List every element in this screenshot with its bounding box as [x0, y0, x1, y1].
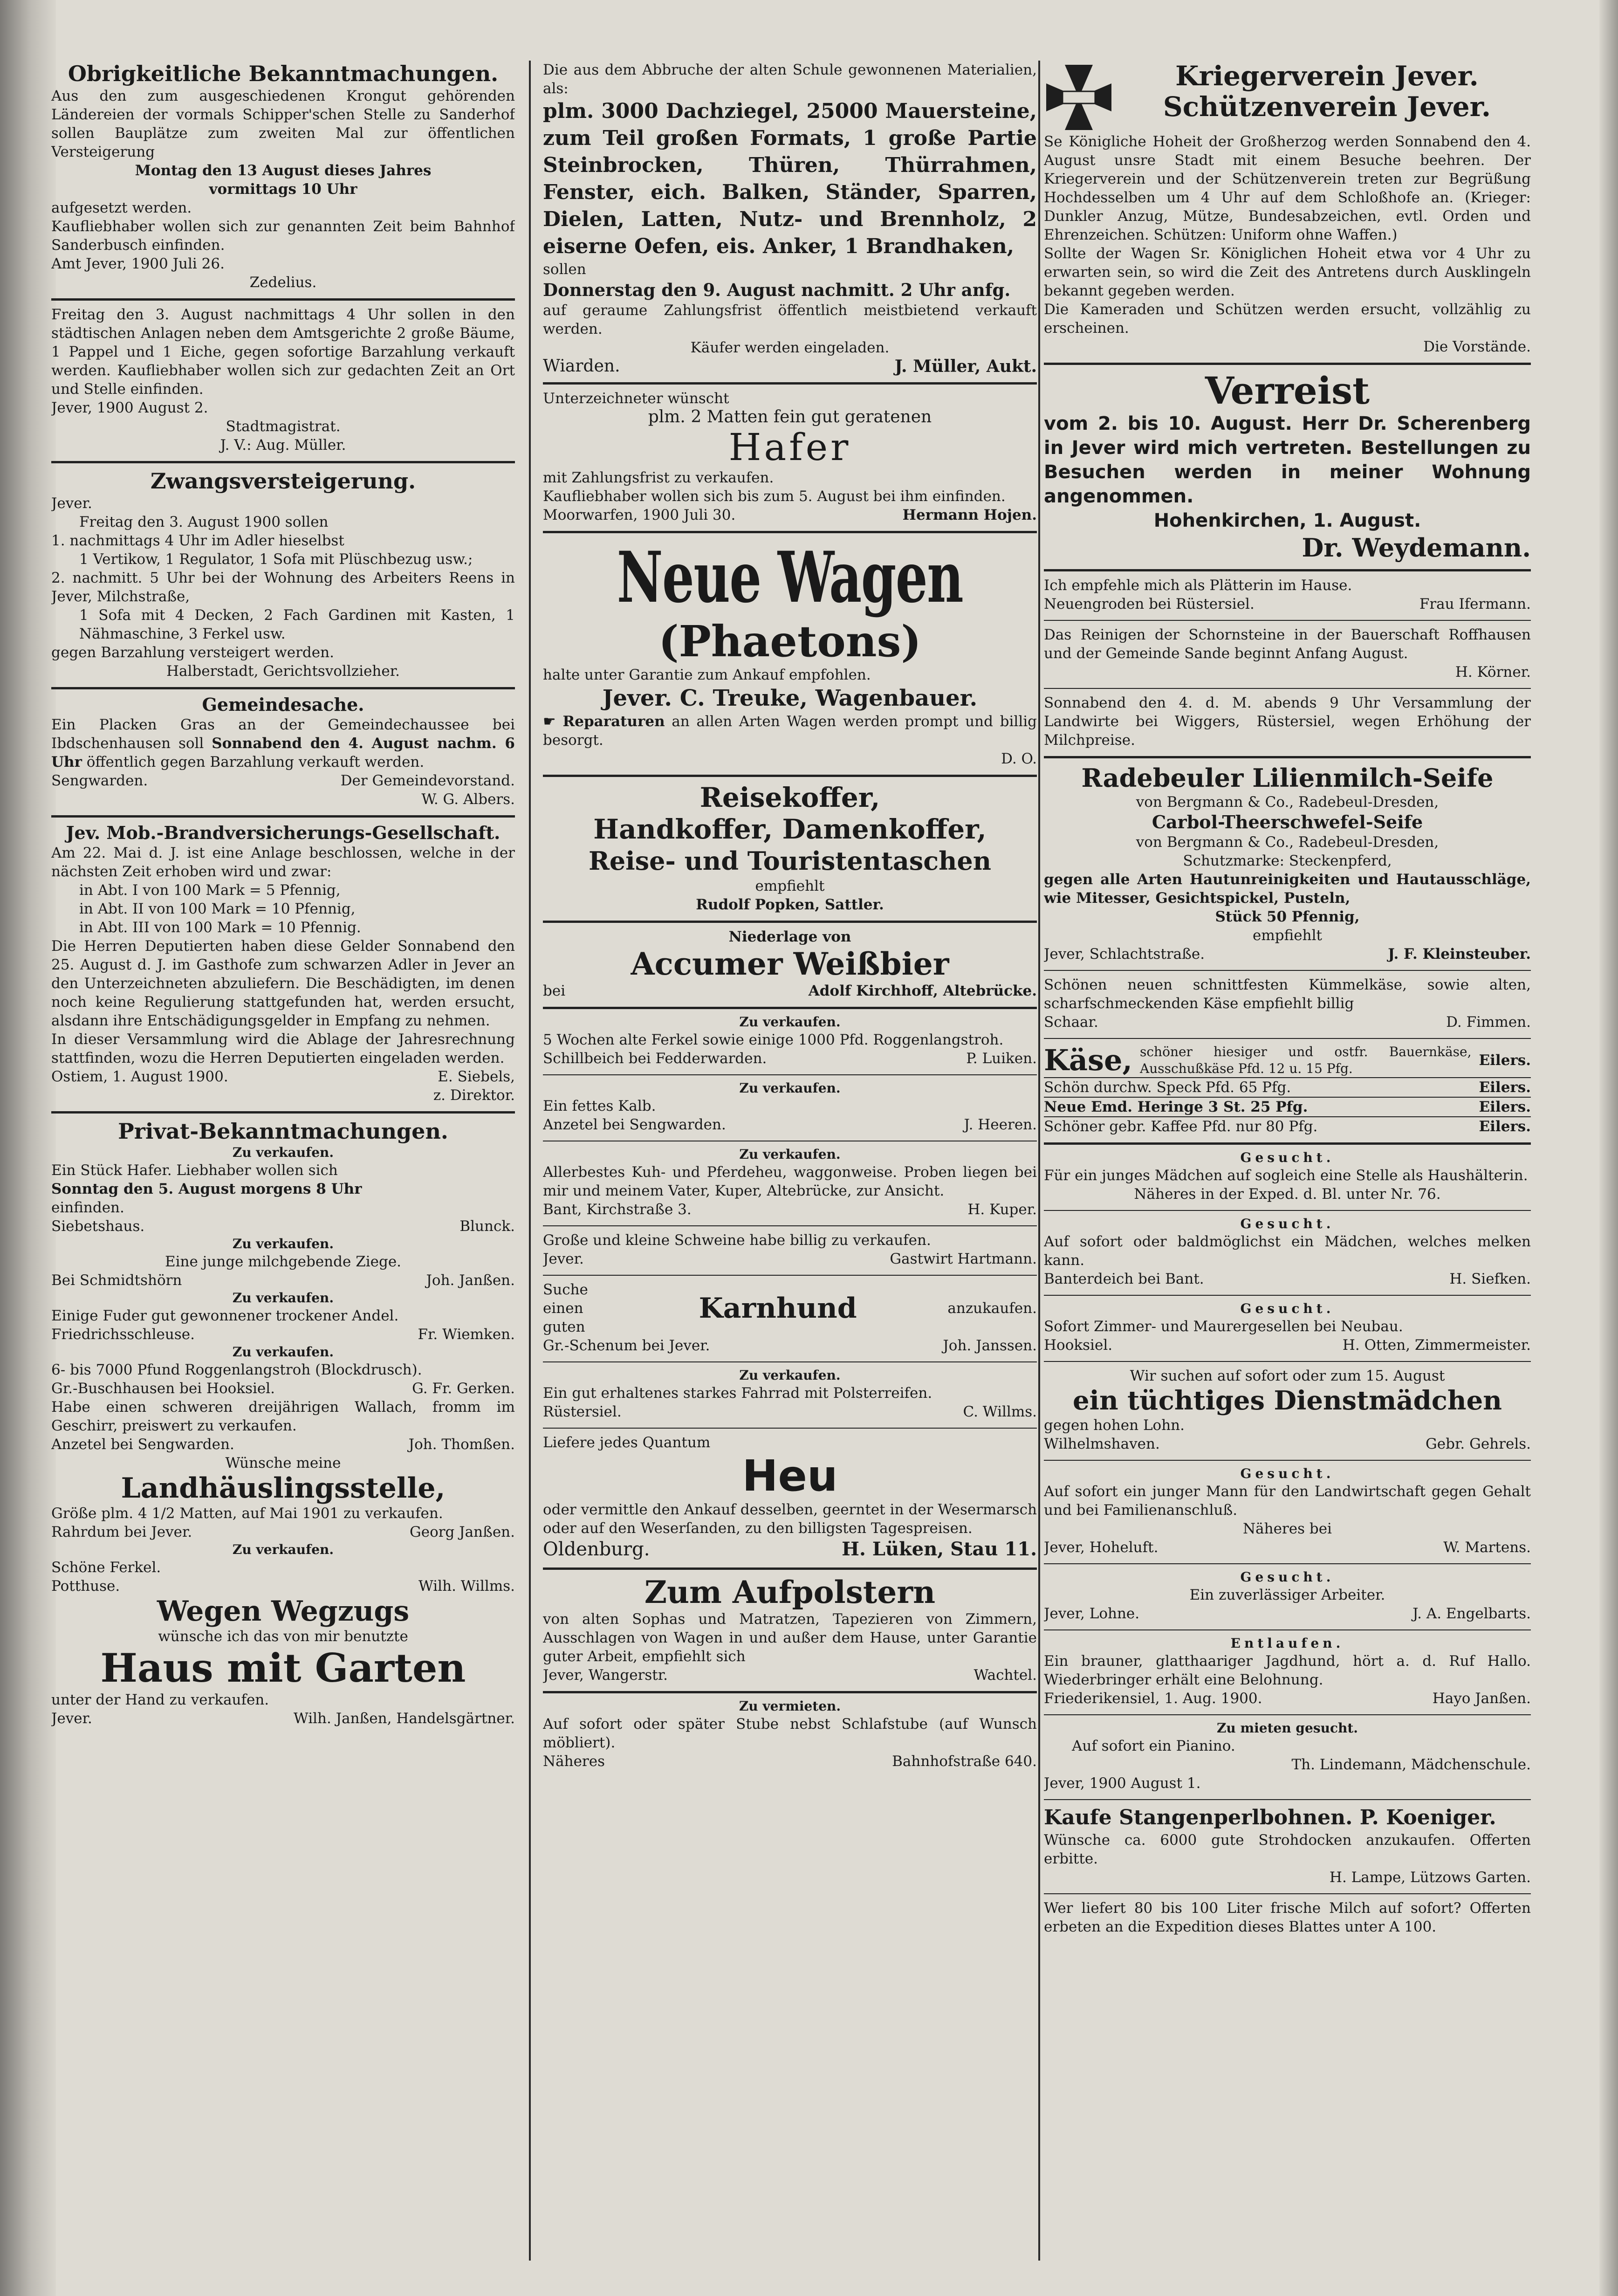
- notice-signer: W. G. Albers.: [421, 791, 515, 808]
- ad-heading: Gesucht.: [1240, 1150, 1335, 1165]
- ad-signer: Dr. Weydemann.: [1302, 533, 1531, 563]
- ad-ferkel: [543, 1009, 1037, 1075]
- ad-body: empfiehlt: [755, 878, 825, 894]
- ad-kriegerverein: [1044, 56, 1531, 365]
- notice-line: in Abt. II von 100 Mark = 10 Pfennig,: [79, 901, 356, 917]
- ad-body: Ein brauner, glatthaariger Jagdhund, hört a. d. Ruf Hallo. Wiederbringer erhält eine Belohnung.: [1044, 1653, 1531, 1688]
- notice-title: Jev. Mob.-Brandversicherungs-Gesellschaft.: [66, 822, 500, 843]
- ad-place: Hohenkirchen, 1. August.: [1153, 510, 1421, 531]
- notice-place: Ostiem, 1. August 1900.: [51, 1068, 228, 1085]
- notice-signer: J. V.: Aug. Müller.: [220, 437, 346, 454]
- ad-body: vom 2. bis 10. August. Herr Dr. Scherenberg in Jever wird mich vertreten. Bestellungen zu Besuchen werden in meiner Wohnung angenommen.: [1044, 413, 1531, 507]
- ad-perlbohnen: [1044, 1800, 1531, 1894]
- ad-body: Se Königliche Hoheit der Großherzog werden Sonnabend den 4. August unsre Stadt mit einem Besuche beehren. Der Kriegerverein und der Schützenverein treten zur Begrüßung Hochdesselben um 4 Uhr auf dem Schloßhofe an. (Krieger: Dunkler Anzug, Mütze, Bundesabzeichen, evtl. Orden und Ehrenzeichen. Schützen: Uniform ohne Waffen.): [1044, 133, 1531, 243]
- ad-place: Schaar.: [1044, 1014, 1098, 1031]
- ad-body: Wir suchen auf sofort oder zum 15. August: [1130, 1368, 1445, 1384]
- ad-signer: Blunck.: [459, 1218, 515, 1235]
- ad-kaese: [1044, 971, 1531, 1039]
- ad-pferdeheu: [543, 1141, 1037, 1226]
- ad-body: Unterzeichneter wünscht: [543, 390, 729, 407]
- ad-price: Stück 50 Pfennig,: [1215, 908, 1360, 925]
- ad-signer: G. Fr. Gerken.: [412, 1380, 515, 1397]
- column-rule: [1038, 61, 1040, 2261]
- ad-body: von Bergmann & Co., Radebeul-Dresden,: [1136, 834, 1439, 851]
- notice-body: Freitag den 3. August nachmittags 4 Uhr sollen in den städtischen Anlagen neben dem Amtsgerichte 2 große Bäume, 1 Pappel und 1 Eiche, gegen sofortige Barzahlung verkauft werden. Kaufliebhaber wollen sich zur gedachten Zeit an Ort und Stelle einfinden.: [51, 306, 515, 398]
- ad-headline: Haus mit Garten: [100, 1645, 466, 1691]
- ad-place: Wiarden.: [543, 357, 620, 376]
- ad-body: auf geraume Zahlungsfrist öffentlich meistbietend verkauft werden.: [543, 302, 1037, 337]
- ad-fahrrad: [543, 1362, 1037, 1429]
- ad-heading: Zu verkaufen.: [739, 1014, 841, 1030]
- ad-headline: ein tüchtiges Dienstmädchen: [1073, 1385, 1502, 1416]
- ad-signer: J. A. Engelbarts.: [1412, 1605, 1531, 1622]
- ad-body: Näheres bei: [1243, 1520, 1332, 1537]
- ad-signer: H. Kuper.: [967, 1201, 1037, 1218]
- ad-body: Ich empfehle mich als Plätterin im Hause.: [1044, 577, 1352, 594]
- notice-signer: Zedelius.: [249, 274, 317, 291]
- ad-body: 5 Wochen alte Ferkel sowie einige 1000 Pfd. Roggenlangstroh.: [543, 1031, 1004, 1048]
- notice-time: vormittags 10 Uhr: [209, 181, 357, 198]
- ad-body: Liefere jedes Quantum: [543, 1434, 711, 1451]
- ad-body: Schönen neuen schnittfesten Kümmelkäse, sowie alten, scharfschmeckenden Käse empfiehlt billig: [1044, 976, 1531, 1012]
- ad-heu: [543, 1429, 1037, 1570]
- ad-signer: Th. Lindemann, Mädchenschule.: [1291, 1756, 1531, 1773]
- ad-place: Banterdeich bei Bant.: [1044, 1271, 1204, 1287]
- ad-body: einfinden.: [51, 1199, 124, 1216]
- ad-body: Sofort Zimmer- und Maurergesellen bei Neubau.: [1044, 1318, 1403, 1335]
- notice-title: Obrigkeitliche Bekanntmachungen.: [68, 61, 499, 86]
- notice-line: 1 Vertikow, 1 Regulator, 1 Sofa mit Plüschbezug usw.;: [79, 551, 473, 568]
- column-left: [51, 56, 515, 2284]
- ad-aufpolstern: [543, 1570, 1037, 1693]
- ad-heading: Gesucht.: [1240, 1216, 1335, 1231]
- ad-headline: Handkoffer, Damenkoffer,: [593, 813, 987, 845]
- page-edge: [1599, 0, 1618, 2296]
- ad-body: Die Kameraden und Schützen werden ersucht, vollzählig zu erscheinen.: [1044, 301, 1531, 337]
- ad-heading: Entlaufen.: [1230, 1636, 1344, 1651]
- ad-place: Jever, Lohne.: [1044, 1605, 1140, 1622]
- ad-body: Auf sofort oder später Stube nebst Schlafstube (auf Wunsch möbliert).: [543, 1716, 1037, 1751]
- ad-place: Bei Schmidtshörn: [51, 1272, 182, 1289]
- notice-freitag: [51, 301, 515, 463]
- notice-line: Freitag den 3. August 1900 sollen: [79, 514, 329, 530]
- ad-body: Eine junge milchgebende Ziege.: [165, 1253, 402, 1270]
- ad-place: Gr.-Buschhausen bei Hooksiel.: [51, 1380, 275, 1397]
- ad-body: Niederlage von: [728, 928, 851, 945]
- notice-place: Jever, 1900 August 2.: [51, 399, 208, 416]
- ad-heading: Gesucht.: [1240, 1466, 1335, 1481]
- ad-signer: Hermann Hojen.: [902, 507, 1037, 523]
- ad-signer: H. Körner.: [1455, 664, 1531, 681]
- ad-body: Ein Stück Hafer. Liebhaber wollen sich: [51, 1162, 338, 1179]
- ad-headline: (Phaetons): [658, 616, 921, 667]
- ad-company: Jever. C. Treuke, Wagenbauer.: [602, 685, 978, 711]
- column-right: [1044, 56, 1531, 2284]
- ad-body: Suche einen guten: [543, 1281, 588, 1335]
- ad-signer: Gebr. Gehrels.: [1426, 1436, 1531, 1452]
- notice-body-text: Ein Placken Gras an der Gemeindechaussee bei Ibdschenhausen soll: [51, 716, 515, 752]
- ad-line: Schöner gebr. Kaffee Pfd. nur 80 Pfg.: [1044, 1118, 1318, 1135]
- ad-body: Auf sofort oder baldmöglichst ein Mädchen, welches melken kann.: [1044, 1233, 1531, 1269]
- ad-place: Oldenburg.: [543, 1539, 650, 1560]
- ad-signer: Rudolf Popken, Sattler.: [696, 896, 884, 913]
- ad-heading: Gesucht.: [1240, 1301, 1335, 1316]
- ad-gesucht-landwirt: [1044, 1461, 1531, 1564]
- ad-body: Käufer werden eingeladen.: [690, 339, 890, 356]
- ad-headline: Hafer: [728, 426, 851, 469]
- notice-place: Sengwarden.: [51, 772, 148, 789]
- column-middle: [543, 56, 1037, 2284]
- ad-signer: Bahnhofstraße 640.: [892, 1753, 1037, 1770]
- ad-body-bold: Reparaturen: [562, 713, 665, 730]
- ad-headline: Käse,: [1044, 1043, 1132, 1077]
- ad-weissbier: [543, 923, 1037, 1009]
- ad-kalb: [543, 1075, 1037, 1141]
- ad-body: Wünsche ca. 6000 gute Strohdocken anzukaufen. Offerten erbitte.: [1044, 1832, 1531, 1867]
- ad-entlaufen: [1044, 1630, 1531, 1715]
- ad-signer: W. Martens.: [1443, 1539, 1531, 1556]
- notice-title: Zwangsversteigerung.: [150, 468, 416, 494]
- ad-place: Schillbeich bei Fedderwarden.: [543, 1050, 767, 1067]
- ad-body: Schutzmarke: Steckenpferd,: [1183, 852, 1392, 869]
- ad-headline: Accumer Weißbier: [631, 946, 949, 982]
- ad-place: Neuengroden bei Rüstersiel.: [1044, 596, 1255, 612]
- ad-headline: Radebeuler Lilienmilch-Seife: [1081, 763, 1494, 793]
- ad-signer: P. Luiken.: [966, 1050, 1037, 1067]
- ad-dienstmaedchen: [1044, 1362, 1531, 1461]
- ad-place: Jever.: [51, 1710, 92, 1727]
- ad-body: Auf sofort ein junger Mann für den Landwirtschaft gegen Gehalt und bei Familienanschluß.: [1044, 1483, 1531, 1519]
- ad-body: Auf sofort ein Pianino.: [1072, 1738, 1235, 1754]
- notice-brandversicherung: [51, 818, 515, 1114]
- ad-body: empfiehlt: [1253, 927, 1322, 944]
- notice-line: Am 22. Mai d. J. ist eine Anlage beschlossen, welche in der nächsten Zeit erhoben wird und zwar:: [51, 845, 515, 880]
- ad-place: Friedrichsschleuse.: [51, 1326, 195, 1343]
- ad-mieten: [1044, 1715, 1531, 1800]
- ad-signer: D. Fimmen.: [1446, 1014, 1531, 1031]
- notice-line: gegen Barzahlung versteigert werden.: [51, 644, 334, 661]
- ad-body: [543, 712, 1037, 749]
- ad-body: anzukaufen.: [947, 1300, 1037, 1317]
- ad-place: Näheres: [543, 1753, 605, 1770]
- ad-signer: Joh. Janssen.: [943, 1337, 1037, 1354]
- notice-line: 2. nachmitt. 5 Uhr bei der Wohnung des Arbeiters Reens in Jever, Milchstraße,: [51, 570, 515, 605]
- ad-schweine: [543, 1226, 1037, 1276]
- ad-body: Schöne Ferkel.: [51, 1559, 161, 1576]
- ad-signer: J. Heeren.: [964, 1116, 1037, 1133]
- ad-headline: Zum Aufpolstern: [644, 1574, 936, 1610]
- ad-body: Näheres in der Exped. d. Bl. unter Nr. 76.: [1134, 1186, 1441, 1203]
- ad-body: sollen: [543, 261, 586, 278]
- ad-materials: plm. 3000 Dachziegel, 25000 Mauersteine, zum Teil großen Formats, 1 große Partie Steinbrocken, Thüren, Thürrahmen, Fenster, eich. Balken, Ständer, Sparren, Dielen, Latten, Nutz- und Brennholz, 2 eiserne Oefen, eis. Anker, 1 Brandhaken,: [543, 99, 1037, 258]
- ad-plaetterin: [1044, 571, 1531, 621]
- ad-place: Moorwarfen, 1900 Juli 30.: [543, 507, 736, 523]
- ad-body: Für ein junges Mädchen auf sogleich eine Stelle als Haushälterin.: [1044, 1167, 1528, 1184]
- ad-subheadline: Carbol-Theerschwefel-Seife: [1152, 811, 1423, 832]
- ad-body: plm. 2 Matten fein gut geratenen: [648, 407, 932, 426]
- ad-headline: Kriegerverein Jever.: [1175, 60, 1479, 92]
- ad-hafer: [543, 385, 1037, 533]
- ad-body: 6- bis 7000 Pfund Roggenlangstroh (Blockdrusch).: [51, 1361, 422, 1378]
- ad-place: Gr.-Schenum bei Jever.: [543, 1337, 710, 1354]
- ad-signer: Adolf Kirchhoff, Altebrücke.: [808, 983, 1037, 999]
- ad-signer: J. Müller, Aukt.: [894, 357, 1037, 376]
- ad-signer: H. Otten, Zimmermeister.: [1342, 1337, 1531, 1354]
- ad-verreist: [1044, 365, 1531, 571]
- ad-signer: Frau Ifermann.: [1419, 596, 1531, 612]
- ad-heading: Zu verkaufen.: [232, 1290, 334, 1306]
- ad-heading: Zu mieten gesucht.: [1216, 1720, 1358, 1736]
- ad-signer: Die Vorstände.: [1423, 338, 1531, 355]
- ad-place: Anzetel bei Sengwarden.: [51, 1436, 234, 1453]
- ad-place: Siebetshaus.: [51, 1218, 145, 1235]
- ad-body: Ein zuverlässiger Arbeiter.: [1189, 1587, 1385, 1603]
- ad-place: Friederikensiel, 1. Aug. 1900.: [1044, 1690, 1262, 1707]
- ad-body: wünsche ich das von mir benutzte: [158, 1628, 408, 1645]
- notice-body: [51, 715, 515, 771]
- section-title: Privat-Bekanntmachungen.: [118, 1119, 448, 1144]
- ad-heading: Zu verkaufen.: [739, 1147, 841, 1162]
- ad-body: bei: [543, 983, 566, 999]
- notice-signer: Der Gemeindevorstand.: [340, 772, 515, 789]
- notice-zwangsversteigerung: [51, 463, 515, 689]
- ad-body: Wünsche meine: [225, 1455, 341, 1471]
- ad-gesucht-arbeiter: [1044, 1564, 1531, 1630]
- ad-body: von Bergmann & Co., Radebeul-Dresden,: [1136, 794, 1439, 811]
- ad-landwirte: [1044, 689, 1531, 758]
- notice-signer: Halberstadt, Gerichtsvollzieher.: [166, 663, 400, 680]
- ad-body: Größe plm. 4 1/2 Matten, auf Mai 1901 zu verkaufen.: [51, 1505, 443, 1522]
- ad-body: Sollte der Wagen Sr. Königlichen Hoheit etwa vor 4 Uhr zu erwarten sein, so wird die Zeit des Antretens durch Ausklingeln bekannt gegeben werden.: [1044, 245, 1531, 299]
- ad-abbruch: [543, 56, 1037, 385]
- ad-line: Schön durchw. Speck Pfd. 65 Pfg.: [1044, 1079, 1291, 1096]
- ad-body: mit Zahlungsfrist zu verkaufen.: [543, 469, 774, 486]
- notice-line: Die Herren Deputierten haben diese Gelder Sonnabend den 25. August d. J. im Gasthofe zum schwarzen Adler in Jever an den Unterzeichneten abzuliefern. Die Beschädigten, im denen noch keine Regulierung stattgefunden hat, werden ersucht, alsdann ihre Entschädigungsgelder in Empfang zu nehmen.: [51, 938, 515, 1029]
- ad-heading: Zu verkaufen.: [232, 1145, 334, 1160]
- ad-heading: Zu verkaufen.: [232, 1236, 334, 1251]
- ad-heading: Zu vermieten.: [739, 1698, 841, 1714]
- ad-seife: [1044, 758, 1531, 971]
- ad-signer: J. F. Kleinsteuber.: [1388, 946, 1531, 962]
- column-rule: [529, 61, 531, 2261]
- ad-headline: Schützenverein Jever.: [1163, 91, 1491, 123]
- ad-signer: C. Willms.: [963, 1403, 1037, 1420]
- ad-heading: Zu verkaufen.: [232, 1344, 334, 1360]
- ad-signer: H. Lampe, Lützows Garten.: [1329, 1869, 1531, 1886]
- ad-line: Neue Emd. Heringe 3 St. 25 Pfg.: [1044, 1099, 1308, 1115]
- ad-place: Jever, 1900 August 1.: [1044, 1775, 1201, 1792]
- ad-heading: Zu verkaufen.: [232, 1542, 334, 1557]
- ad-signer: Joh. Thomßen.: [408, 1436, 515, 1453]
- ad-body: Ein fettes Kalb.: [543, 1098, 656, 1114]
- ad-place: Bant, Kirchstraße 3.: [543, 1201, 692, 1218]
- notice-body-text: öffentlich gegen Barzahlung verkauft werden.: [86, 754, 425, 770]
- ad-place: Rahrdum bei Jever.: [51, 1524, 192, 1540]
- notice-signer: Stadtmagistrat.: [226, 418, 341, 435]
- notice-place: Amt Jever, 1900 Juli 26.: [51, 255, 225, 272]
- ad-headline: Reise- und Touristentaschen: [588, 846, 992, 876]
- notice-obrigkeit: [51, 56, 515, 301]
- ad-headline: Verreist: [1205, 369, 1370, 412]
- ad-koffer: [543, 777, 1037, 923]
- notice-line: 1. nachmittags 4 Uhr im Adler hieselbst: [51, 532, 344, 549]
- ad-body: oder vermittle den Ankauf desselben, geerntet in der Wesermarsch oder auf den Weserſanden, zu den billigsten Tagespreisen.: [543, 1501, 1037, 1537]
- ad-body: Kaufliebhaber wollen sich bis zum 5. August bei ihm einfinden.: [543, 488, 1006, 505]
- ad-body: schöner hiesiger und ostfr. Bauernkäse, Ausschußkäse Pfd. 12 u. 15 Pfg.: [1140, 1044, 1472, 1076]
- iron-cross-icon: [1044, 62, 1114, 132]
- ad-headline: Karnhund: [699, 1292, 857, 1325]
- ad-date: Donnerstag den 9. August nachmitt. 2 Uhr anfg.: [543, 280, 1011, 300]
- ad-place: Jever, Hoheluft.: [1044, 1539, 1159, 1556]
- ad-body: unter der Hand zu verkaufen.: [51, 1691, 269, 1708]
- ad-signer: Hayo Janßen.: [1432, 1690, 1531, 1707]
- ad-body: von alten Sophas und Matratzen, Tapezieren von Zimmern, Ausschlagen von Wagen in und außer dem Hause, unter Garantie guter Arbeit, empfiehlt sich: [543, 1611, 1037, 1665]
- notice-line: in Abt. III von 100 Mark = 10 Pfennig.: [79, 919, 361, 936]
- ad-body: gegen hohen Lohn.: [1044, 1417, 1185, 1434]
- notice-title: Gemeindesache.: [202, 694, 364, 715]
- notice-body: aufgesetzt werden.: [51, 199, 192, 216]
- ad-place: Wilhelmshaven.: [1044, 1436, 1160, 1452]
- ad-heading: Zu verkaufen.: [739, 1080, 841, 1096]
- ad-heading: Zu verkaufen.: [739, 1368, 841, 1383]
- ad-body: Sonntag den 5. August morgens 8 Uhr: [51, 1181, 362, 1197]
- notice-date: Sonnabend den 4. August nachm. 6 Uhr: [51, 735, 515, 770]
- ad-wagen: [543, 533, 1037, 777]
- ad-body: Allerbestes Kuh- und Pferdeheu, waggonweise. Proben liegen bei mir und meinem Vater, Kuper, Altebrücke, zur Ansicht.: [543, 1164, 1037, 1199]
- notice-line: In dieser Versammlung wird die Ablage der Jahresrechnung stattfinden, wozu die Herren Deputierten eingeladen werden.: [51, 1031, 515, 1066]
- ad-place: Jever, Wangerstr.: [543, 1667, 668, 1684]
- ad-signer: Wachtel.: [974, 1667, 1037, 1684]
- ad-body: gegen alle Arten Hautunreinigkeiten und Hautausschläge, wie Mitesser, Gesichtspickel, Pusteln,: [1044, 871, 1531, 907]
- ad-headline: Neue Wagen: [617, 536, 963, 619]
- ad-place: Rüstersiel.: [543, 1403, 622, 1420]
- ad-signer: Eilers.: [1479, 1052, 1531, 1069]
- notice-signer: z. Direktor.: [433, 1087, 515, 1104]
- binding-shadow: [0, 0, 56, 2296]
- ad-signer: Georg Janßen.: [409, 1524, 515, 1540]
- notice-body: Kaufliebhaber wollen sich zur genannten Zeit beim Bahnhof Sanderbusch einfinden.: [51, 218, 515, 254]
- ad-gesucht-maedchen: [1044, 1211, 1531, 1296]
- ad-signer: Fr. Wiemken.: [418, 1326, 515, 1343]
- ad-signer: D. O.: [1001, 750, 1037, 767]
- ad-signer: Eilers.: [1479, 1118, 1531, 1135]
- notice-date: Montag den 13 August dieses Jahres: [135, 162, 432, 179]
- ad-place: Hooksiel.: [1044, 1337, 1113, 1354]
- ad-signer: Wilh. Willms.: [418, 1578, 515, 1595]
- ad-body: Einige Fuder gut gewonnener trockener Andel.: [51, 1307, 399, 1324]
- ad-body: Habe einen schweren dreijährigen Wallach, fromm im Geschirr, preiswert zu verkaufen.: [51, 1399, 515, 1434]
- section-privat: [51, 1114, 515, 1734]
- ad-headline: Reisekoffer,: [699, 782, 880, 813]
- ad-schornstein: [1044, 621, 1531, 689]
- notice-body: Aus den zum ausgeschiedenen Krongut gehörenden Ländereien der vormals Schipper'schen Stelle zu Sanderhof sollen Bauplätze zum zweiten Mal zur öffentlichen Versteigerung: [51, 88, 515, 160]
- ad-headline: Heu: [742, 1451, 838, 1501]
- ad-body-text: an allen Arten Wagen werden prompt und billig besorgt.: [543, 713, 1037, 749]
- ad-signer: H. Siefken.: [1449, 1271, 1531, 1287]
- notice-gemeindesache: [51, 689, 515, 818]
- ad-gesucht-haushaelterin: [1044, 1145, 1531, 1211]
- ad-body: Wer liefert 80 bis 100 Liter frische Milch auf sofort? Offerten erbeten an die Expedition dieses Blattes unter A 100.: [1044, 1900, 1531, 1935]
- ad-place: Potthuse.: [51, 1578, 120, 1595]
- ad-eilers: [1044, 1039, 1531, 1145]
- ad-body: halte unter Garantie zum Ankauf empfohlen.: [543, 667, 871, 683]
- ad-body: Sonnabend den 4. d. M. abends 9 Uhr Versammlung der Landwirte bei Wiggers, Rüstersiel, wegen Erhöhung der Milchpreise.: [1044, 694, 1531, 749]
- ad-vermieten: [543, 1693, 1037, 1777]
- ad-body: Ein gut erhaltenes starkes Fahrrad mit Polsterreifen.: [543, 1385, 932, 1402]
- ad-signer: H. Lüken, Stau 11.: [842, 1538, 1037, 1560]
- ad-body: Große und kleine Schweine habe billig zu verkaufen.: [543, 1232, 931, 1249]
- ad-place: Jever, Schlachtstraße.: [1044, 946, 1205, 962]
- pointing-hand-icon: ☛: [543, 713, 563, 730]
- ad-place: Jever.: [543, 1251, 584, 1267]
- ad-headline: Wegen Wegzugs: [157, 1595, 410, 1628]
- ad-headline: Kaufe Stangenperlbohnen. P. Koeniger.: [1044, 1806, 1496, 1829]
- ad-milch: [1044, 1894, 1531, 1943]
- ad-headline: Landhäuslingsstelle,: [121, 1472, 446, 1505]
- ad-karnhund: [543, 1276, 1037, 1362]
- ad-body: Die aus dem Abbruche der alten Schule gewonnenen Materialien, als:: [543, 62, 1037, 97]
- ad-signer: Wilh. Janßen, Handelsgärtner.: [293, 1710, 515, 1727]
- ad-signer: Eilers.: [1479, 1079, 1531, 1096]
- ad-place: Anzetel bei Sengwarden.: [543, 1116, 726, 1133]
- ad-signer: Eilers.: [1479, 1099, 1531, 1115]
- notice-signer: E. Siebels,: [438, 1068, 515, 1085]
- ad-signer: Joh. Janßen.: [426, 1272, 515, 1289]
- ad-signer: Gastwirt Hartmann.: [890, 1251, 1037, 1267]
- notice-place: Jever.: [51, 495, 92, 512]
- notice-line: in Abt. I von 100 Mark = 5 Pfennig,: [79, 882, 341, 899]
- notice-line: 1 Sofa mit 4 Decken, 2 Fach Gardinen mit Kasten, 1 Nähmaschine, 3 Ferkel usw.: [79, 607, 515, 642]
- ad-heading: Gesucht.: [1240, 1569, 1335, 1585]
- ad-body: Das Reinigen der Schornsteine in der Bauerschaft Roffhausen und der Gemeinde Sande beginnt Anfang August.: [1044, 626, 1531, 662]
- ad-gesucht-gesellen: [1044, 1296, 1531, 1362]
